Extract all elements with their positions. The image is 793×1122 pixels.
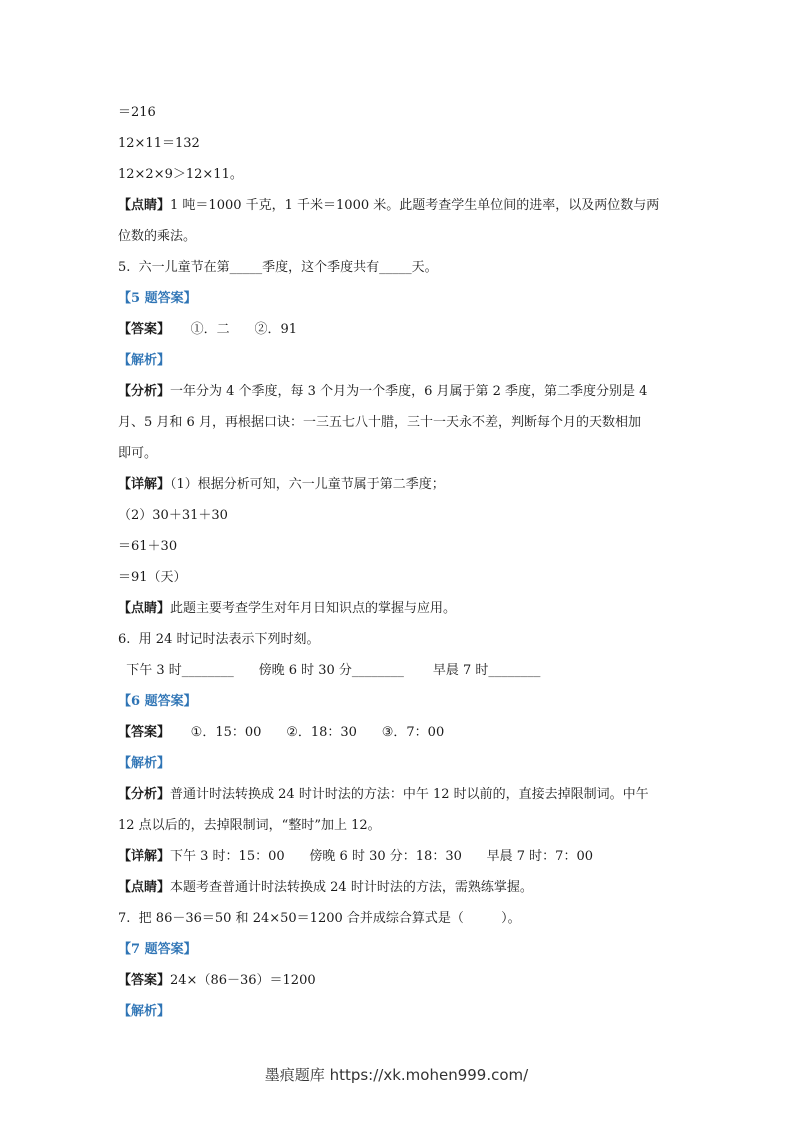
text-line [118, 973, 316, 989]
line-text: 月、5 月和 6 月，再根据口诀：一三五七八十腊，三十一天永不差，判断每个月的天数相加 [118, 415, 641, 430]
text-line [118, 818, 381, 834]
text-line [118, 198, 659, 214]
line-text: ①．二 ②．91 [170, 322, 298, 337]
line-label: 【答案】 [118, 725, 171, 740]
footer-watermark: 墨痕题库 https://xk.mohen999.com/ [264, 1066, 529, 1084]
line-text: 7. 把 86－36＝50 和 24×50＝1200 合并成综合算式是（ ）。 [118, 911, 521, 926]
line-label: 【答案】 [118, 973, 171, 988]
text-line [118, 353, 170, 369]
text-line [118, 167, 243, 183]
text-line [118, 260, 438, 276]
text-line [118, 663, 540, 679]
text-line [118, 1004, 170, 1020]
line-label: 【分析】 [118, 384, 171, 399]
line-text: 1 吨＝1000 千克，1 千米＝1000 米。此题考查学生单位间的进率，以及两位数与两 [170, 198, 660, 213]
text-line [118, 570, 187, 586]
line-label: 【答案】 [118, 322, 171, 337]
text-line [118, 756, 170, 772]
section-tag: 【5 题答案】 [118, 291, 197, 306]
line-label: 【详解】 [118, 477, 171, 492]
text-line [118, 849, 593, 865]
line-text: 12 点以后的，去掉限制词，“整时”加上 12。 [118, 818, 381, 833]
line-text: 12×2×9＞12×11。 [118, 167, 243, 182]
line-text: 普通计时法转换成 24 时计时法的方法：中午 12 时以前的，直接去掉限制词。中午 [170, 787, 649, 802]
line-label: 【点睛】 [118, 198, 171, 213]
line-text: 下午 3 时：15：00 傍晚 6 时 30 分：18：30 早晨 7 时：7：00 [170, 849, 593, 864]
text-line [118, 291, 197, 307]
line-text: ＝216 [118, 105, 156, 120]
section-tag: 【解析】 [118, 353, 171, 368]
line-text: 位数的乘法。 [118, 229, 197, 244]
text-line [118, 477, 445, 493]
text-line [118, 942, 197, 958]
section-tag: 【6 题答案】 [118, 694, 197, 709]
text-line [118, 539, 177, 555]
text-line [118, 446, 157, 462]
section-tag: 【7 题答案】 [118, 942, 197, 957]
text-line [118, 508, 228, 524]
line-text: 一年分为 4 个季度，每 3 个月为一个季度，6 月属于第 2 季度，第二季度分别是 4 [170, 384, 648, 399]
text-line [118, 601, 456, 617]
text-line [118, 787, 649, 803]
line-text: （1）根据分析可知，六一儿童节属于第二季度； [170, 477, 445, 492]
text-line [118, 911, 521, 927]
line-label: 【分析】 [118, 787, 171, 802]
line-label: 【点睛】 [118, 601, 171, 616]
text-line [118, 415, 641, 431]
line-text: 6. 用 24 时记时法表示下列时刻。 [118, 632, 320, 647]
text-line [118, 229, 196, 245]
text-line [118, 136, 200, 152]
text-line [118, 694, 197, 710]
line-label: 【详解】 [118, 849, 171, 864]
text-line [118, 725, 444, 741]
section-tag: 【解析】 [118, 756, 171, 771]
line-text: 下午 3 时________ 傍晚 6 时 30 分________ 早晨 7 时________ [118, 663, 541, 678]
text-line [118, 880, 533, 896]
text-line [118, 105, 156, 121]
line-text: 24×（86－36）＝1200 [170, 973, 316, 988]
text-line [118, 322, 297, 338]
line-text: ①．15：00 ②．18：30 ③．7：00 [170, 725, 445, 740]
line-text: 5. 六一儿童节在第_____季度，这个季度共有_____天。 [118, 260, 438, 275]
section-tag: 【解析】 [118, 1004, 171, 1019]
text-line [118, 632, 319, 648]
line-text: ＝91（天） [118, 570, 187, 585]
line-text: ＝61＋30 [118, 539, 178, 554]
line-label: 【点睛】 [118, 880, 171, 895]
line-text: 此题主要考查学生对年月日知识点的掌握与应用。 [170, 601, 457, 616]
text-line [118, 384, 647, 400]
line-text: 即可。 [118, 446, 158, 461]
line-text: 12×11＝132 [118, 136, 200, 151]
line-text: 本题考查普通计时法转换成 24 时计时法的方法，需熟练掌握。 [170, 880, 533, 895]
line-text: （2）30＋31＋30 [118, 508, 228, 523]
